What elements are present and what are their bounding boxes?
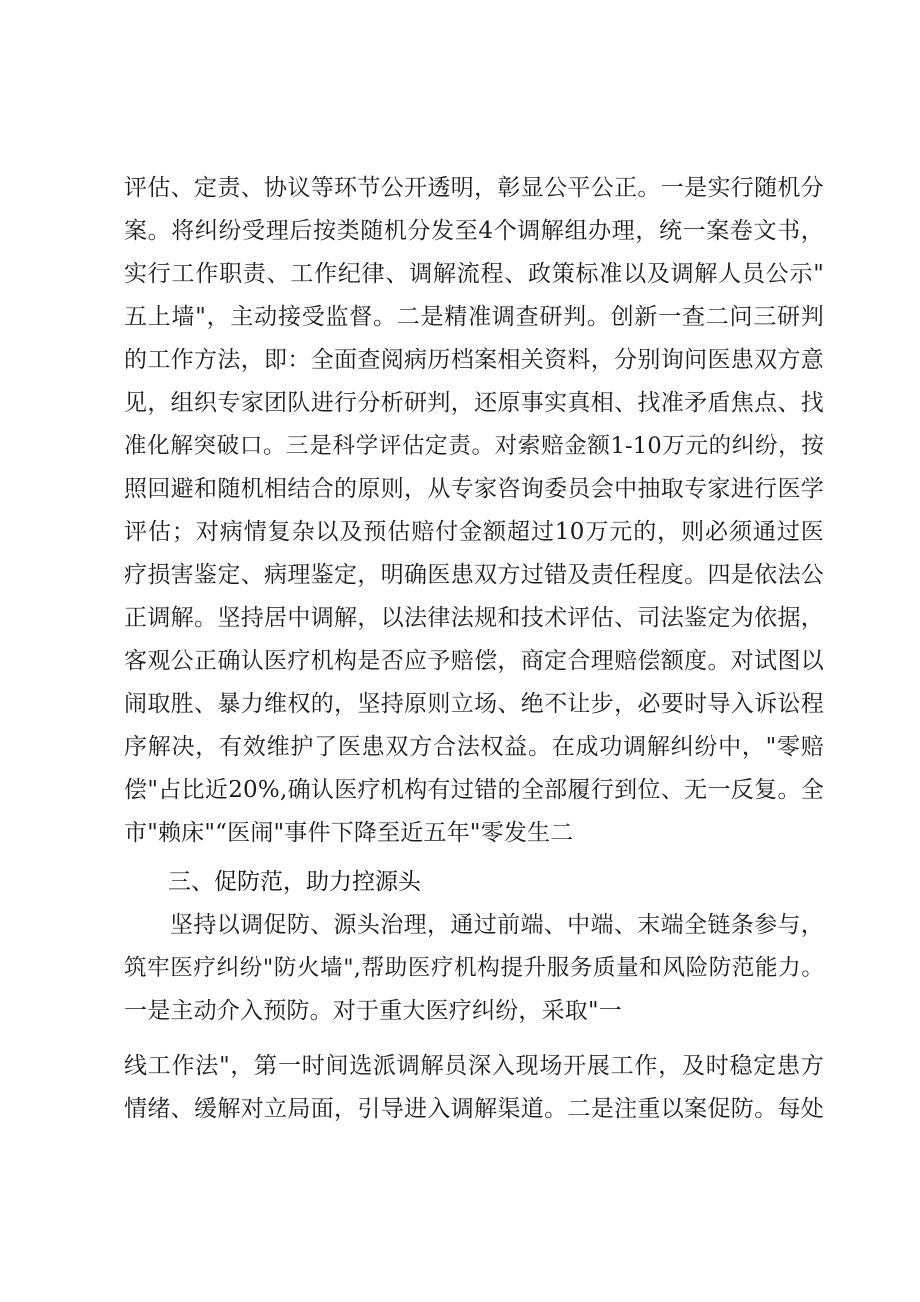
body-line-14: 序解决，有效维护了医患双方合法权益。在成功调解纠纷中，"零赔 [124, 734, 824, 760]
body-line-1: 评估、定责、协议等环节公开透明，彰显公平公正。一是实行随机分 [124, 175, 824, 201]
body-line-6: 见，组织专家团队进行分析研判，还原事实真相、找准矛盾焦点、找 [124, 390, 824, 416]
section-heading: 三、促防范，助力控源头 [168, 869, 421, 895]
body-line-2: 案。将纠纷受理后按类随机分发至4个调解组办理，统一案卷文书， [124, 218, 824, 244]
body-line-5: 的工作方法，即：全面查阅病历档案相关资料，分别询问医患双方意 [124, 347, 824, 373]
body2-line-2: 筑牢医疗纠纷"防火墙",帮助医疗机构提升服务质量和风险防范能力。 [124, 955, 824, 981]
body-line-10: 疗损害鉴定、病理鉴定，明确医患双方过错及责任程度。四是依法公 [124, 562, 824, 588]
body-line-9: 评估；对病情复杂以及预估赔付金额超过10万元的，则必须通过医 [124, 519, 824, 545]
body-line-4: 五上墙"，主动接受监督。二是精准调查研判。创新一查二问三研判 [124, 304, 824, 330]
body2-line-3: 一是主动介入预防。对于重大医疗纠纷，采取"一 [124, 998, 622, 1024]
body-line-8: 照回避和随机相结合的原则，从专家咨询委员会中抽取专家进行医学 [124, 476, 824, 502]
body-line-11: 正调解。坚持居中调解，以法律法规和技术评估、司法鉴定为依据， [124, 605, 824, 631]
body-line-15: 偿"占比近20%,确认医疗机构有过错的全部履行到位、无一反复。全 [124, 777, 824, 803]
body-line-13: 闹取胜、暴力维权的，坚持原则立场、绝不让步，必要时导入诉讼程 [124, 691, 824, 717]
body-line-16: 市"赖床"“医闹"事件下降至近五年"零发生二 [124, 820, 574, 846]
body-line-3: 实行工作职责、工作纪律、调解流程、政策标准以及调解人员公示" [124, 261, 824, 287]
body2-line-1: 坚持以调促防、源头治理，通过前端、中端、末端全链条参与， [170, 912, 824, 938]
body-line-12: 客观公正确认医疗机构是否应予赔偿，商定合理赔偿额度。对试图以 [124, 648, 824, 674]
body2-line-4: 线工作法"，第一时间选派调解员深入现场开展工作，及时稳定患方 [124, 1053, 824, 1079]
body-line-7: 准化解突破口。三是科学评估定责。对索赔金额1-10万元的纠纷，按 [124, 433, 824, 459]
body2-line-5: 情绪、缓解对立局面，引导进入调解渠道。二是注重以案促防。每处 [124, 1096, 824, 1122]
